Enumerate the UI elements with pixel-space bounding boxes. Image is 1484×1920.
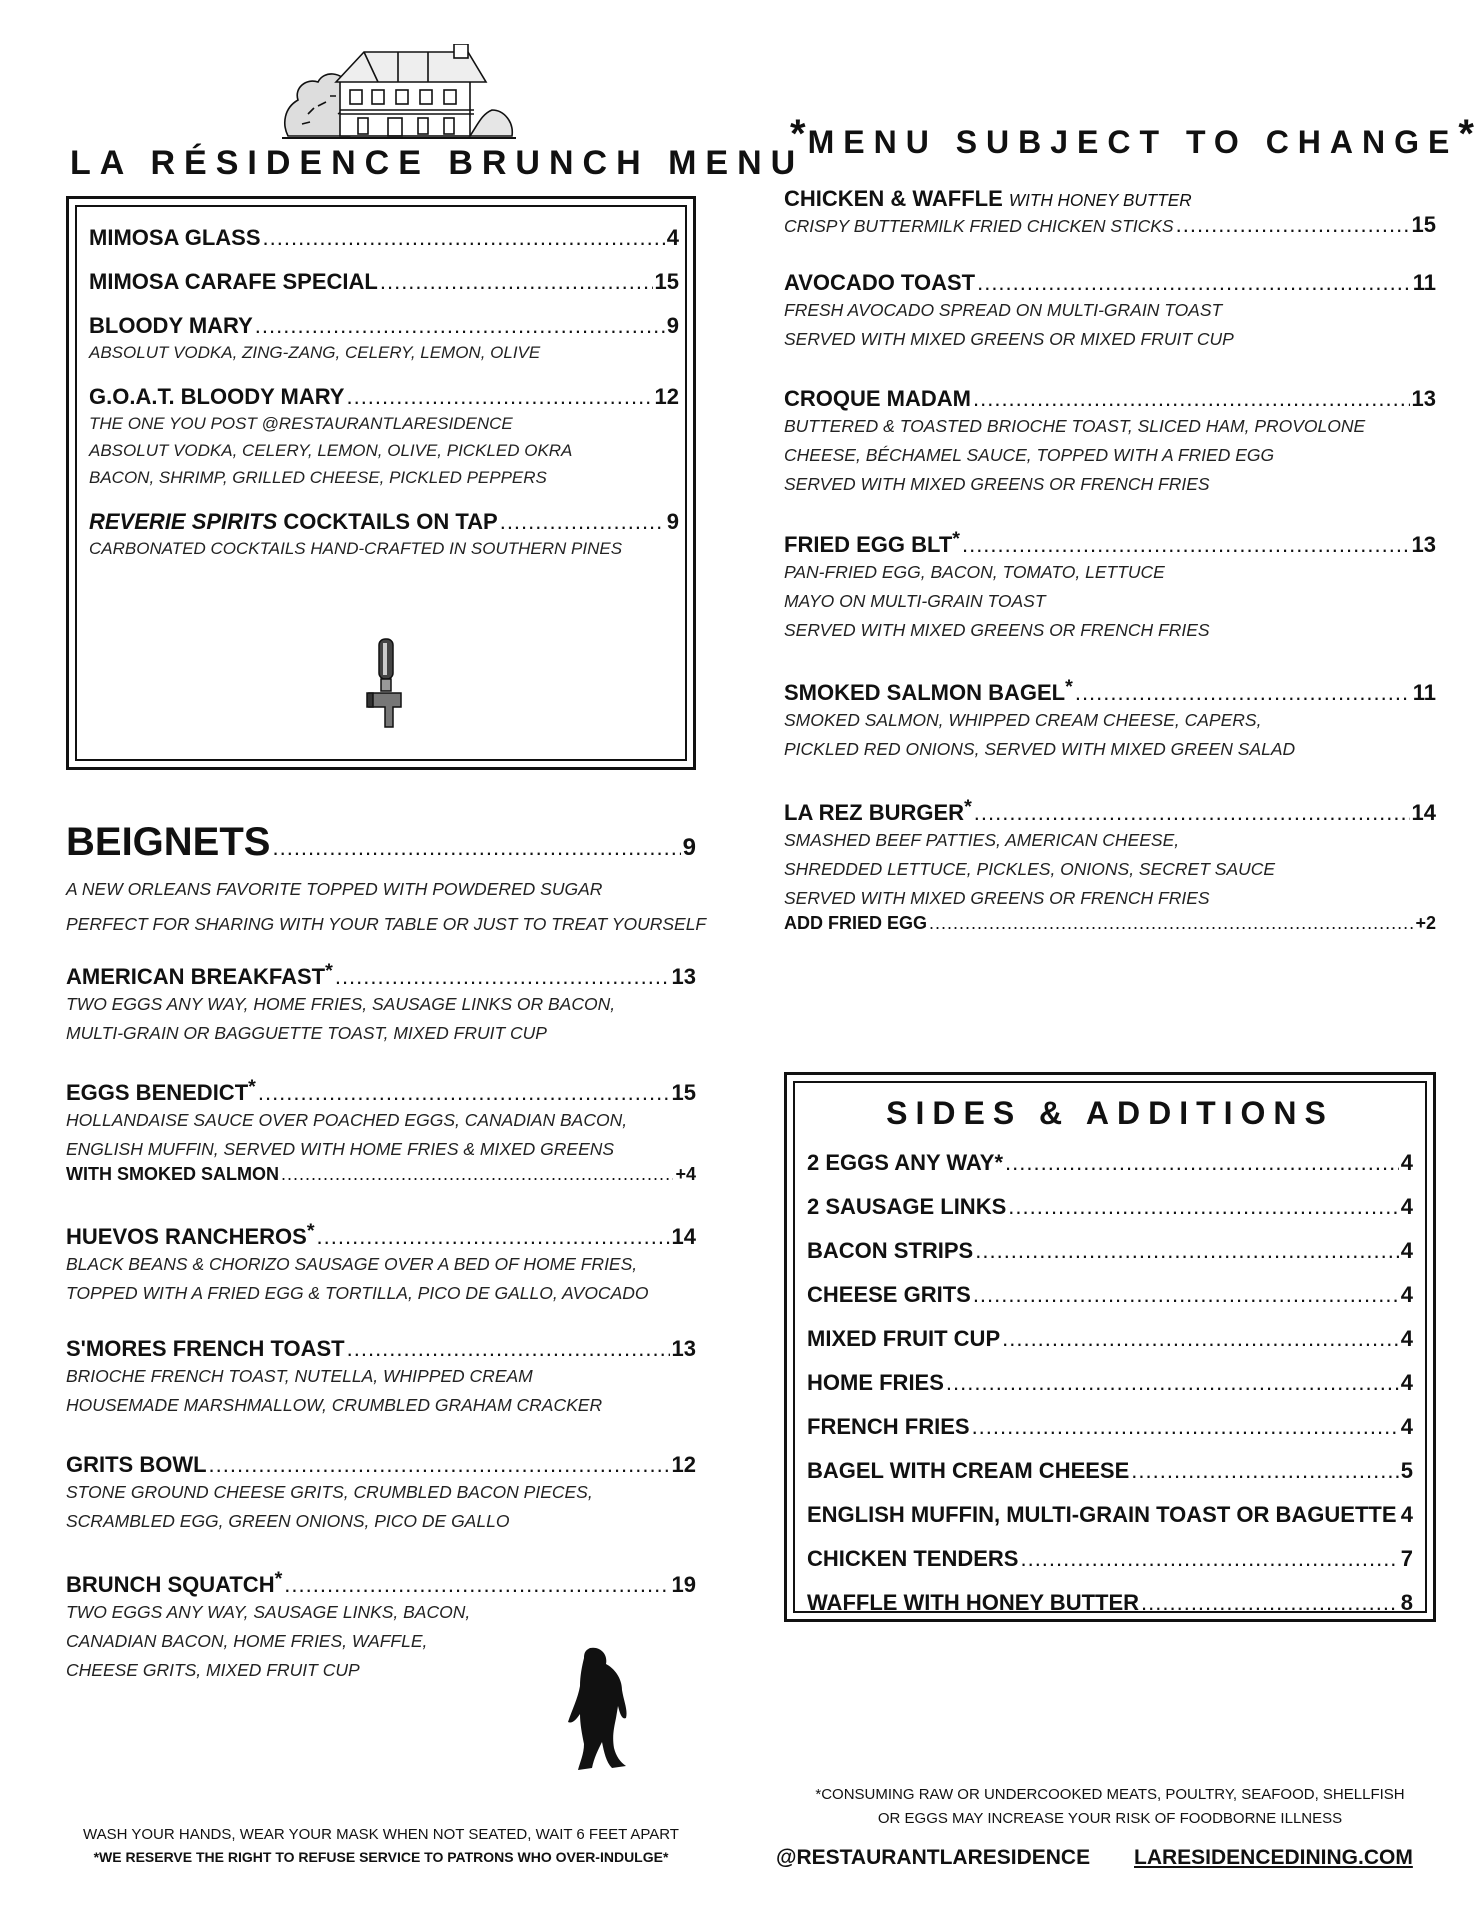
item-description: CANADIAN BACON, HOME FRIES, WAFFLE, [66,1630,428,1651]
item-description: SMOKED SALMON, WHIPPED CREAM CHEESE, CAPERS, [784,709,1262,730]
side-price: 4 [1400,1238,1413,1263]
side-item [807,1493,1413,1537]
side-price: 4 [1400,1282,1413,1307]
menu-item [784,796,1436,934]
menu-item [66,1220,696,1308]
item-description: BUTTERED & TOASTED BRIOCHE TOAST, SLICED HAM, PROVOLONE [784,416,1366,436]
side-price: 4 [1400,1414,1413,1439]
side-name: BAGEL WITH CREAM CHEESE [807,1458,1130,1483]
item-price: 14 [1411,799,1436,825]
item-name: AMERICAN BREAKFAST [66,963,326,989]
item-price: 15 [671,1079,696,1105]
raw-egg-star: * [952,528,960,550]
side-name: CHICKEN TENDERS [807,1546,1019,1571]
side-price: 5 [1400,1458,1413,1483]
item-description: A NEW ORLEANS FAVORITE TOPPED WITH POWDERED SUGAR [66,879,603,899]
item-price: 19 [671,1571,696,1597]
drink-description: ABSOLUT VODKA, ZING-ZANG, CELERY, LEMON, OLIVE [89,343,541,362]
item-description: TWO EGGS ANY WAY, SAUSAGE LINKS, BACON, [66,1601,471,1622]
item-description: CHEESE, BÉCHAMEL SAUCE, TOPPED WITH A FRIED EGG [784,445,1275,465]
addon-price: +2 [1415,912,1436,933]
menu-item [66,1076,696,1185]
item-name: S'MORES FRENCH TOAST [66,1336,345,1361]
drink-description: CARBONATED COCKTAILS HAND-CRAFTED IN SOUTHERN PINES [89,539,623,558]
item-name: GRITS BOWL [66,1452,207,1477]
item-name: AVOCADO TOAST [784,270,976,295]
sides-list [807,1141,1413,1625]
side-price: 4 [1400,1502,1413,1527]
raw-egg-star: * [325,960,333,982]
social-handle[interactable]: @RESTAURANTLARESIDENCE [776,1846,1091,1869]
menu-item [784,676,1436,764]
menu-item [784,386,1436,499]
item-price: 9 [682,834,696,861]
notice-star-right: * [1458,112,1476,156]
menu-item [784,270,1436,354]
drink-name: COCKTAILS ON TAP [283,509,498,534]
house-illustration [278,44,520,144]
item-description: SMASHED BEEF PATTIES, AMERICAN CHEESE, [784,829,1180,850]
side-name: HOME FRIES [807,1370,944,1395]
side-item [807,1141,1413,1185]
item-price: 14 [671,1223,696,1249]
foodborne-warning [784,1783,1436,1831]
footer-policy-line: *WE RESERVE THE RIGHT TO REFUSE SERVICE TO PATRONS WHO OVER-INDULGE* [93,1849,669,1865]
item-price: 15 [1411,212,1436,237]
drink-price: 9 [666,509,679,534]
side-item [807,1185,1413,1229]
drink-price: 12 [654,384,679,409]
side-price: 4 [1400,1326,1413,1351]
website-link[interactable]: LARESIDENCEDINING.COM [1134,1846,1413,1869]
item-price: 13 [1411,386,1436,411]
item-description: TWO EGGS ANY WAY, HOME FRIES, SAUSAGE LINKS OR BACON, [66,993,616,1014]
item-name: CROQUE MADAM [784,386,971,411]
side-price: 4 [1400,1150,1413,1175]
drink-item [89,313,679,366]
side-name: 2 EGGS ANY WAY* [807,1150,1004,1175]
side-item [807,1273,1413,1317]
menu-item [784,528,1436,645]
raw-egg-star: * [1065,676,1073,698]
item-name: LA REZ BURGER [784,799,965,825]
item-description: TOPPED WITH A FRIED EGG & TORTILLA, PICO DE GALLO, AVOCADO [66,1282,649,1303]
side-item [807,1317,1413,1361]
item-name-suffix: WITH HONEY BUTTER [1008,190,1192,210]
item-description: PERFECT FOR SHARING WITH YOUR TABLE OR JUST TO TREAT YOURSELF [66,914,707,934]
beer-tap-icon [365,637,409,737]
item-name: FRIED EGG BLT [784,531,953,557]
item-description: FRESH AVOCADO SPREAD ON MULTI-GRAIN TOAST [784,300,1223,320]
side-price: 4 [1400,1194,1413,1219]
drink-item [89,269,679,295]
warning-line: OR EGGS MAY INCREASE YOUR RISK OF FOODBORNE ILLNESS [877,1810,1343,1827]
item-price: 11 [1412,679,1436,705]
item-price: 13 [1411,531,1436,557]
item-price: 13 [671,963,696,989]
item-name: SMOKED SALMON BAGEL [784,679,1066,705]
drink-price: 9 [666,313,679,338]
item-description: HOUSEMADE MARSHMALLOW, CRUMBLED GRAHAM CRACKER [66,1395,603,1415]
item-description: SHREDDED LETTUCE, PICKLES, ONIONS, SECRET SAUCE [784,858,1276,879]
raw-egg-star: * [248,1076,256,1098]
raw-egg-star: * [306,1220,315,1242]
side-item [807,1449,1413,1493]
drink-description: THE ONE YOU POST @RESTAURANTLARESIDENCE [89,414,513,433]
item-price: 11 [1412,270,1436,295]
drink-brand: REVERIE SPIRITS [89,509,278,534]
side-item [807,1229,1413,1273]
item-description: SERVED WITH MIXED GREENS OR FRENCH FRIES [784,887,1210,908]
side-price: 7 [1400,1546,1413,1571]
side-name: MIXED FRUIT CUP [807,1326,1001,1351]
sides-title: SIDES & ADDITIONS [886,1095,1334,1131]
menu-item [66,1452,696,1536]
side-name: CHEESE GRITS [807,1282,971,1307]
item-name: CHICKEN & WAFFLE [784,186,1003,211]
drink-price: 4 [666,225,679,250]
item-description: HOLLANDAISE SAUCE OVER POACHED EGGS, CANADIAN BACON, [66,1109,628,1130]
notice-text: MENU SUBJECT TO CHANGE [807,124,1459,160]
item-name: EGGS BENEDICT [66,1079,249,1105]
menu-change-notice [790,112,1476,161]
item-description: CRISPY BUTTERMILK FRIED CHICKEN STICKS [784,216,1174,236]
menu-item [66,1336,696,1420]
side-item [807,1581,1413,1625]
drink-description: ABSOLUT VODKA, CELERY, LEMON, OLIVE, PICKLED OKRA [89,441,573,460]
item-description: BRIOCHE FRENCH TOAST, NUTELLA, WHIPPED CREAM [66,1366,533,1386]
footer-policy [66,1824,696,1868]
side-name: WAFFLE WITH HONEY BUTTER [807,1590,1140,1615]
side-name: ENGLISH MUFFIN, MULTI-GRAIN TOAST OR BAGUETTE [807,1502,1397,1527]
drink-item [89,509,679,562]
menu-item [784,186,1436,241]
sides-box [784,1072,1436,1622]
raw-egg-star: * [274,1568,283,1590]
side-item [807,1537,1413,1581]
item-description: MAYO ON MULTI-GRAIN TOAST [784,590,1046,611]
item-description: PAN-FRIED EGG, BACON, TOMATO, LETTUCE [784,561,1165,582]
side-price: 8 [1400,1590,1413,1615]
menu-item [66,960,696,1048]
item-description: MULTI-GRAIN OR BAGGUETTE TOAST, MIXED FRUIT CUP [66,1022,547,1043]
item-description: ENGLISH MUFFIN, SERVED WITH HOME FRIES & MIXED GREENS [66,1138,615,1159]
drinks-box [66,196,696,770]
item-name: BEIGNETS [66,820,271,864]
addon-name: ADD FRIED EGG [784,912,928,933]
item-description: BLACK BEANS & CHORIZO SAUSAGE OVER A BED OF HOME FRIES, [66,1253,638,1274]
drink-name: G.O.A.T. BLOODY MARY [89,384,345,409]
item-description: SERVED WITH MIXED GREENS OR FRENCH FRIES [784,619,1210,640]
side-price: 4 [1400,1370,1413,1395]
item-description: SCRAMBLED EGG, GREEN ONIONS, PICO DE GALLO [66,1511,510,1531]
item-description: STONE GROUND CHEESE GRITS, CRUMBLED BACON PIECES, [66,1482,593,1502]
drink-price: 15 [654,269,679,294]
drink-name: BLOODY MARY [89,313,253,338]
page-title: LA RÉSIDENCE BRUNCH MENU [70,144,805,182]
item-name: HUEVOS RANCHEROS [66,1223,307,1249]
side-name: BACON STRIPS [807,1238,974,1263]
item-description: SERVED WITH MIXED GREENS OR FRENCH FRIES [784,474,1210,494]
drink-name: MIMOSA GLASS [89,225,261,250]
warning-line: *CONSUMING RAW OR UNDERCOOKED MEATS, POULTRY, SEAFOOD, SHELLFISH [815,1786,1405,1803]
item-price: 13 [671,1336,696,1361]
item-description: PICKLED RED ONIONS, SERVED WITH MIXED GREEN SALAD [784,738,1296,759]
side-item [807,1361,1413,1405]
notice-star-left: * [790,112,808,156]
item-description: SERVED WITH MIXED GREENS OR MIXED FRUIT CUP [784,329,1234,349]
side-name: 2 SAUSAGE LINKS [807,1194,1007,1219]
addon-name: WITH SMOKED SALMON [66,1163,279,1184]
item-name: BRUNCH SQUATCH [66,1571,275,1597]
bigfoot-silhouette-icon [550,1644,640,1774]
item-description: CHEESE GRITS, MIXED FRUIT CUP [66,1659,360,1680]
footer-policy-line: WASH YOUR HANDS, WEAR YOUR MASK WHEN NOT SEATED, WAIT 6 FEET APART [83,1826,679,1843]
drink-name: MIMOSA CARAFE SPECIAL [89,269,378,294]
side-name: FRENCH FRIES [807,1414,970,1439]
item-price: 12 [671,1452,696,1477]
side-item [807,1405,1413,1449]
drink-item [89,384,679,491]
menu-item-beignets [66,820,707,939]
drink-item [89,225,679,251]
raw-egg-star: * [964,796,972,818]
addon-price: +4 [675,1163,696,1184]
drink-description: BACON, SHRIMP, GRILLED CHEESE, PICKLED PEPPERS [89,468,547,487]
